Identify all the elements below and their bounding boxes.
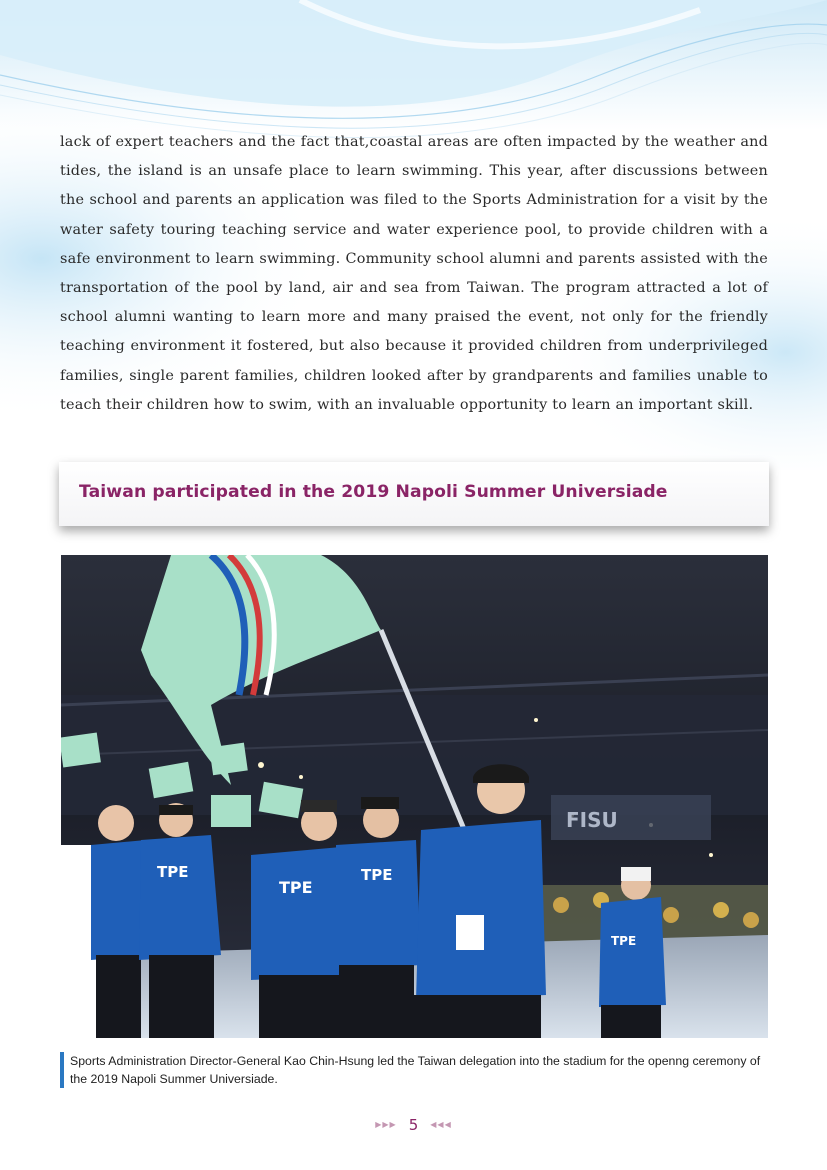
section-title: Taiwan participated in the 2019 Napoli Summer Universiade — [79, 482, 668, 502]
section-header — [59, 462, 769, 526]
shirt-text: TPE — [279, 878, 313, 897]
shirt-text: TPE — [361, 866, 393, 884]
opening-ceremony-photo — [61, 555, 768, 1038]
shirt-text: TPE — [611, 934, 637, 948]
page-number: 5 — [408, 1115, 419, 1134]
footer-left-arrows-icon: ▶▶▶ — [375, 1120, 397, 1129]
footer-right-arrows-icon: ◀◀◀ — [430, 1120, 452, 1129]
photo-caption: Sports Administration Director-General Kao Chin-Hsung led the Taiwan delegation into the stadium for the openng ceremony of the 2019 Napoli Summer Universiade. — [60, 1052, 766, 1088]
body-paragraph: lack of expert teachers and the fact that,coastal areas are often impacted by the weather and tides, the island is an unsafe place to learn swimming. This year, after discussions between the school and parents an application was filed to the Sports Administration for a visit by the water safety touring teaching service and water experience pool, to provide children with a safe environment to learn swimming. Community school alumni and parents assisted with the transportation of the pool by land, air and sea from Taiwan. The program attracted a lot of school alumni wanting to learn more and many praised the event, not only for the friendly teaching environment it fostered, but also because it provided children from underprivileged families, single parent families, children looked after by grandparents and families unable to teach their children how to swim, with an invaluable opportunity to learn an important skill. — [60, 134, 768, 413]
shirt-text: TPE — [157, 863, 189, 881]
fisu-banner-text: FISU — [566, 808, 618, 832]
page-footer — [0, 1114, 827, 1134]
